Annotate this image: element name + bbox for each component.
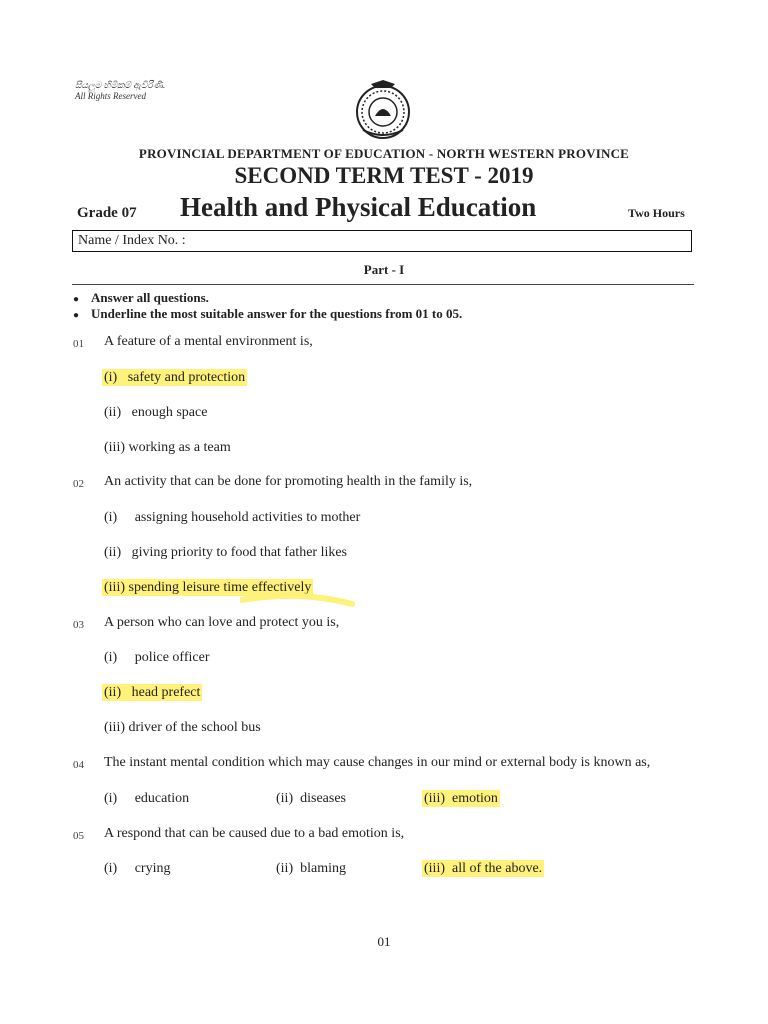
question-number: 04	[73, 759, 84, 771]
option-label: (i)	[104, 510, 118, 525]
question-text: A respond that can be caused due to a bad emotion is,	[104, 826, 405, 841]
option-label: (i)	[104, 650, 118, 665]
highlight-mark	[422, 790, 500, 807]
bullet-icon: ●	[73, 294, 80, 305]
answer-option[interactable]	[104, 861, 170, 877]
answer-option[interactable]	[104, 545, 347, 561]
option-label: (i)	[104, 861, 118, 876]
option-text: spending leisure time effectively	[128, 580, 312, 595]
answer-option[interactable]	[104, 510, 360, 526]
option-text: emotion	[452, 791, 498, 806]
question-text: A feature of a mental environment is,	[104, 334, 313, 349]
option-label: (ii)	[104, 405, 122, 420]
option-text: blaming	[300, 861, 346, 876]
department-title: PROVINCIAL DEPARTMENT OF EDUCATION - NORTH WESTERN PROVINCE	[138, 146, 630, 161]
state-emblem-icon	[351, 78, 415, 142]
option-text: head prefect	[131, 685, 201, 700]
answer-option[interactable]	[104, 440, 231, 456]
instruction-item	[73, 305, 462, 323]
highlight-mark	[102, 684, 202, 701]
name-index-label: Name / Index No. :	[78, 233, 186, 248]
option-label: (iii)	[104, 720, 125, 735]
option-text: education	[134, 791, 190, 806]
option-label: (ii)	[104, 545, 122, 560]
option-label: (iii)	[424, 791, 445, 806]
highlight-mark	[102, 369, 247, 386]
answer-option[interactable]	[104, 650, 209, 666]
answer-option[interactable]	[104, 791, 189, 807]
answer-option[interactable]	[276, 861, 346, 877]
answer-option[interactable]	[424, 791, 500, 807]
subject-title: Health and Physical Education	[180, 192, 537, 222]
option-text: assigning household activities to mother	[134, 510, 361, 525]
question-number: 02	[73, 478, 84, 490]
answer-option[interactable]	[104, 685, 202, 701]
option-label: (iii)	[104, 440, 125, 455]
option-text: working as a team	[128, 440, 231, 455]
instruction-text: Answer all questions.	[91, 290, 209, 305]
rights-sinhala: සියලුම හිමිකම් ඇවිරිණි.	[75, 80, 166, 90]
rights-english: All Rights Reserved	[75, 91, 146, 101]
part-heading: Part - I	[363, 262, 405, 277]
grade-label: Grade 07	[77, 205, 137, 221]
option-label: (i)	[104, 370, 118, 385]
question-number: 01	[73, 338, 84, 350]
answer-option[interactable]	[104, 720, 261, 736]
option-text: driver of the school bus	[128, 720, 261, 735]
answer-option[interactable]	[104, 405, 207, 421]
answer-option[interactable]	[424, 861, 544, 877]
highlight-mark	[422, 860, 544, 877]
option-text: police officer	[134, 650, 210, 665]
page-number: 01	[377, 934, 391, 949]
question-text: The instant mental condition which may cause changes in our mind or external body is known as,	[104, 755, 651, 770]
option-label: (ii)	[276, 791, 294, 806]
divider	[72, 284, 694, 285]
option-label: (ii)	[104, 685, 122, 700]
duration-label: Two Hours	[628, 206, 685, 220]
term-test-title: SECOND TERM TEST - 2019	[234, 163, 534, 188]
answer-option[interactable]	[276, 791, 346, 807]
option-text: crying	[134, 861, 171, 876]
bullet-icon: ●	[73, 310, 80, 321]
question-text: An activity that can be done for promoting health in the family is,	[104, 474, 473, 489]
question-number: 05	[73, 830, 84, 842]
option-label: (iii)	[104, 580, 125, 595]
option-label: (iii)	[424, 861, 445, 876]
question-text: A person who can love and protect you is,	[104, 615, 340, 630]
instruction-text: Underline the most suitable answer for the questions from 01 to 05.	[91, 306, 463, 321]
option-label: (i)	[104, 791, 118, 806]
answer-option[interactable]	[104, 370, 247, 386]
option-text: all of the above.	[452, 861, 543, 876]
question-number: 03	[73, 619, 84, 631]
highlighter-stroke-icon	[240, 588, 360, 610]
option-text: diseases	[300, 791, 346, 806]
option-text: enough space	[131, 405, 208, 420]
option-label: (ii)	[276, 861, 294, 876]
rights-reserved	[75, 80, 165, 102]
option-text: safety and protection	[127, 370, 246, 385]
option-text: giving priority to food that father likes	[131, 545, 348, 560]
